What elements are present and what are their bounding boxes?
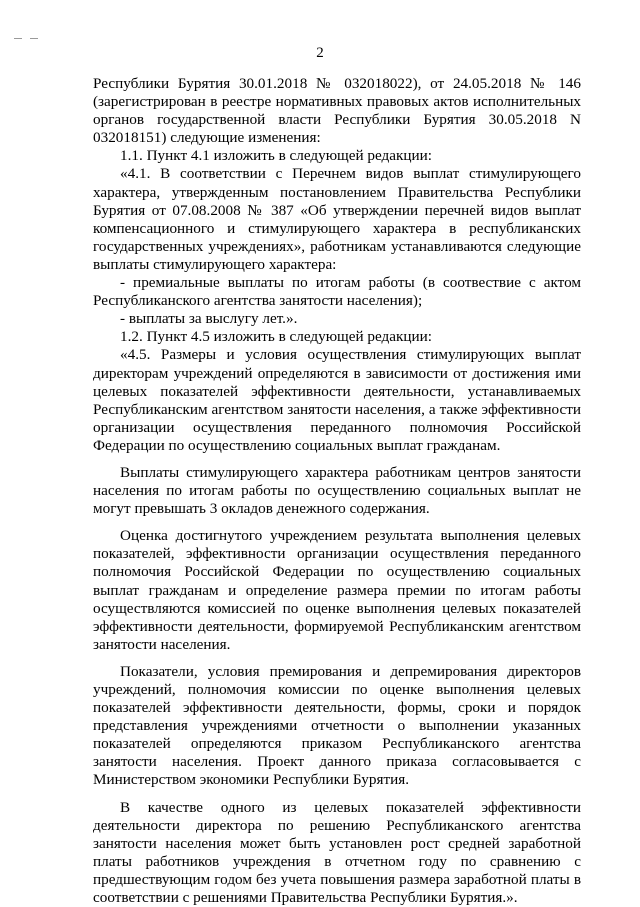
paragraph-seniority-list-item: - выплаты за выслугу лет.». xyxy=(120,310,298,328)
page-number: 2 xyxy=(316,45,324,61)
paragraph-item-1-2: 1.2. Пункт 4.5 изложить в следующей редакции: xyxy=(120,328,433,346)
paragraph-continuation: Республики Бурятия 30.01.2018 № 032018022), от 24.05.2018 № 146 (зарегистрирован в реестре нормативных правовых актов исполнительных органов государственной власти Республики Бурятия 30.05.2018 N 032018151) следующие изменения: xyxy=(93,75,581,147)
paragraph-indicators: Показатели, условия премирования и депремирования директоров учреждений, полномочия комиссии по оценке выполнения целевых показателей эффективности деятельности, формы, сроки и порядок представления учреждениями отчетности о выполнении указанных показателей определяются приказом Республиканского агентства занятости населения. Проект данного приказа согласовывается с Министерством экономики Республики Бурятия. xyxy=(93,662,581,789)
paragraph-assessment: Оценка достигнутого учреждением результата выполнения целевых показателей, эффективности организации осуществления переданного полномочия Российской Федерации по осуществлению социальных выплат гражданам и определение размера премии по итогам работы осуществляются комиссией по оценке выполнения целевых показателей эффективности деятельности, формируемой Республиканским агентством занятости населения. xyxy=(93,527,581,653)
paragraph-item-1-1: 1.1. Пункт 4.1 изложить в следующей редакции: xyxy=(120,147,433,165)
paragraph-bonus-list-item: - премиальные выплаты по итогам работы (в соотвествие с актом Республиканского агентства занятости населения); xyxy=(93,274,581,310)
paragraph-clause-4-5: «4.5. Размеры и условия осуществления стимулирующих выплат директорам учреждений определяются в зависимости от достижения ими целевых показателей эффективности деятельности, устанавливаемых Республиканским агентством занятости населения, а также эффективности организации осуществления переданного полномочия Российской Федерации по осуществлению социальных выплат гражданам. xyxy=(93,346,581,454)
scan-mark xyxy=(30,38,38,39)
scan-mark xyxy=(14,38,22,39)
paragraph-salary-growth: В качестве одного из целевых показателей эффективности деятельности директора по решению Республиканского агентства занятости населения может быть установлен рост средней заработной платы работников учреждения в отчетном году по сравнению с предшествующим годом без учета повышения размера заработной платы в соответствии с решениями Правительства Республики Бурятия.». xyxy=(93,798,581,907)
paragraph-incentive-limit: Выплаты стимулирующего характера работникам центров занятости населения по итогам работы по осуществлению социальных выплат не могут превышать 3 окладов денежного содержания. xyxy=(93,463,581,518)
paragraph-clause-4-1: «4.1. В соответствии с Перечнем видов выплат стимулирующего характера, утвержденным постановлением Правительства Республики Бурятия от 07.08.2008 № 387 «Об утверждении перечней видов выплат компенсационного и стимулирующего характера в республиканских государственных учреждениях», работникам устанавливаются следующие выплаты стимулирующего характера: xyxy=(93,165,581,273)
document-body xyxy=(93,75,581,907)
